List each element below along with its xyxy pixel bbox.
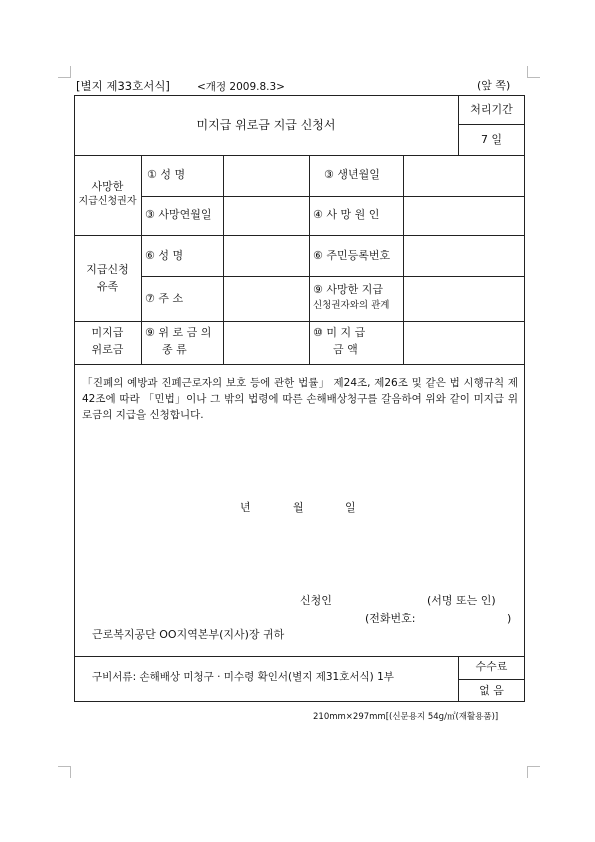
processing-period-label: 처리기간 [470,103,513,116]
revision-date: <개정 2009.8.3> [197,81,285,93]
date-day: 일 [345,501,356,514]
date-month: 월 [293,501,304,514]
deceased-birth-label: ③ 생년월일 [324,168,380,181]
form-number: [별지 제33호서식] [76,79,170,93]
attachments-text: 구비서류: 손해배상 미청구 · 미수령 확인서(별지 제31호서식) 1부 [92,671,394,683]
amount-label-line2: 금 액 [333,343,358,356]
deceased-name-label: ① 성 명 [147,168,186,181]
crop-mark [70,66,71,78]
rule [403,155,404,365]
addressee: 근로복지공단 OO지역본부(지사)장 귀하 [92,628,285,641]
relation-label-line1: ⑨ 사망한 지급 [313,283,383,296]
rule [141,196,525,197]
phone-label: (전화번호: [365,612,416,625]
phone-close: ) [507,612,512,625]
applicant-label: 신청인 [300,594,332,607]
deceased-cause-label: ④ 사 망 원 인 [313,208,380,221]
rule [223,155,224,365]
processing-period-value: 7 일 [480,133,503,146]
crop-mark [58,766,70,767]
section-unpaid-line1: 미지급 [91,326,124,339]
section-applicant-line1: 지급신청 [86,263,129,276]
applicant-name-label: ⑥ 성 명 [145,249,184,262]
page-side: (앞 쪽) [477,79,511,92]
crop-mark [528,77,540,78]
section-deceased-line2: 지급신청권자 [78,196,137,207]
signature-label: (서명 또는 인) [427,594,496,607]
amount-label-line1: ⑩ 미 지 급 [313,326,366,339]
rule [458,679,525,680]
crop-mark [528,766,540,767]
deceased-date-label: ③ 사망연월일 [145,208,212,221]
crop-mark [70,766,71,778]
statement-text: 「진폐의 예방과 진폐근로자의 보호 등에 관한 법률」 제24조, 제26조 및 같은 법 시행규칙 제42조에 따라 「민법」이나 그 밖의 법령에 따른 손해배상청구를 갈음하여 위와 같이 미지급 위로금의 지급을 신청합니다. [82,377,518,421]
section-deceased-line1: 사망한 [91,180,124,193]
crop-mark [58,77,70,78]
date-year: 년 [240,501,251,514]
rule [141,276,525,277]
crop-mark [527,766,528,778]
applicant-address-label: ⑦ 주 소 [145,292,184,305]
applicant-id-label: ⑥ 주민등록번호 [313,249,391,262]
fee-label: 수수료 [475,660,508,673]
kind-label-line1: ⑨ 위 로 금 의 [145,326,212,339]
section-applicant-line2: 유족 [96,280,119,293]
section-unpaid-line2: 위로금 [91,343,124,356]
kind-label-line2: 종 류 [162,343,187,356]
rule [458,124,525,125]
form-title: 미지급 위로금 지급 신청서 [196,118,336,132]
paper-spec: 210mm×297mm[(신문용지 54g/㎡(재활용품)] [313,712,499,722]
relation-label-line2: 신청권자와의 관계 [313,300,390,311]
rule [309,155,310,365]
fee-value: 없 음 [479,684,504,697]
rule [141,155,142,365]
